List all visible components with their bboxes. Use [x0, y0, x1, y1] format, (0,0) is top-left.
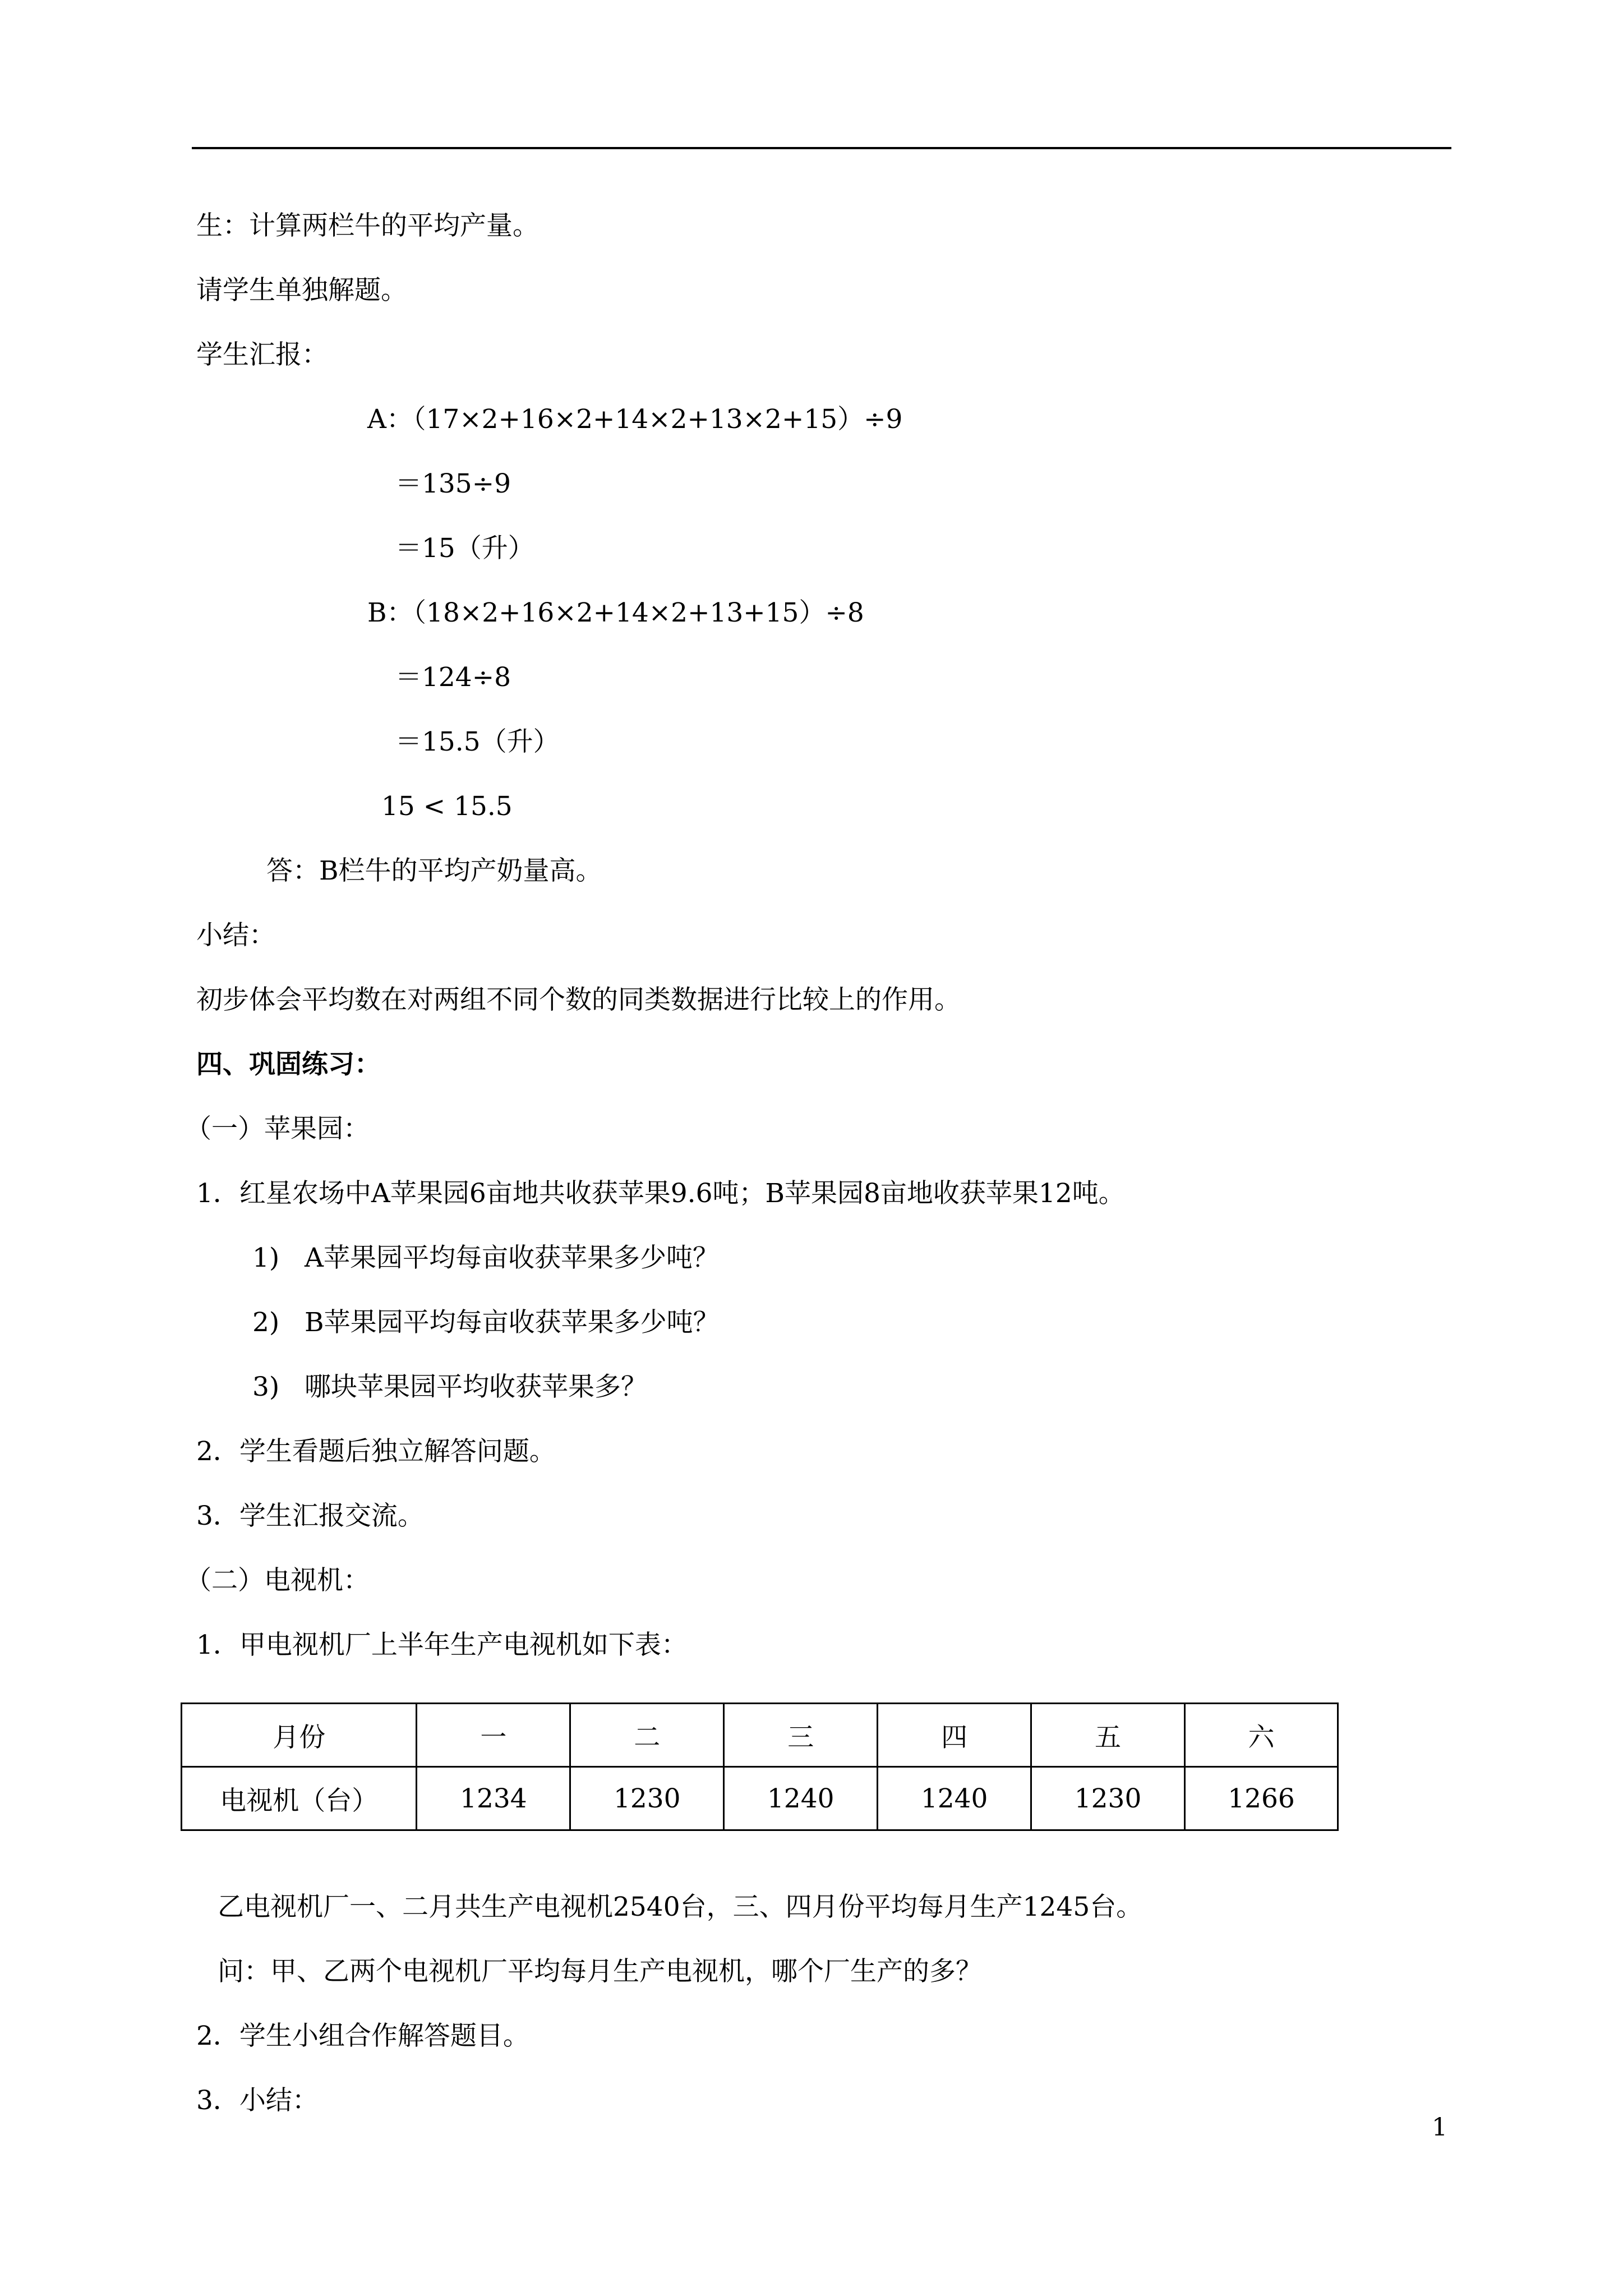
table-cell: 电视机（台）	[182, 1767, 417, 1830]
formula-a-step-1: ＝135÷9	[395, 468, 511, 499]
table-header-row	[182, 1704, 1338, 1767]
subsection-apple: （一）苹果园：	[185, 1114, 370, 1144]
table-header-cell: 三	[724, 1704, 878, 1767]
tv-question-2: 2．学生小组合作解答题目。	[196, 2021, 529, 2051]
comparison: 15 < 15.5	[381, 791, 513, 822]
table-cell: 1230	[570, 1767, 724, 1830]
formula-b: B：（18×2+16×2+14×2+13+15）÷8	[367, 597, 864, 628]
question-1-part-3: 3) 哪块苹果园平均收获苹果多？	[252, 1372, 648, 1402]
question-1: 1．红星农场中A苹果园6亩地共收获苹果9.6吨；B苹果园8亩地收获苹果12吨。	[196, 1178, 1125, 1209]
tv-question-3: 3．小结：	[196, 2085, 319, 2116]
formula-b-step-2: ＝15.5（升）	[395, 726, 560, 757]
table-header-cell: 一	[417, 1704, 570, 1767]
tv-question-1: 1．甲电视机厂上半年生产电视机如下表：	[196, 1630, 688, 1660]
table-cell: 1240	[724, 1767, 878, 1830]
summary-text: 初步体会平均数在对两组不同个数的同类数据进行比较上的作用。	[196, 984, 961, 1015]
table-cell: 1240	[878, 1767, 1031, 1830]
question-1-part-2: 2) B苹果园平均每亩收获苹果多少吨？	[252, 1307, 720, 1338]
question-2: 2．学生看题后独立解答问题。	[196, 1436, 556, 1467]
table-cell: 1234	[417, 1767, 570, 1830]
table-header-cell: 二	[570, 1704, 724, 1767]
answer-line: 答：B栏牛的平均产奶量高。	[266, 855, 602, 886]
tv-production-table	[181, 1703, 1339, 1831]
section-heading: 四、巩固练习：	[196, 1049, 381, 1080]
header-rule	[192, 147, 1451, 149]
table-row	[182, 1767, 1338, 1830]
text-line-report: 学生汇报：	[196, 339, 328, 370]
tv-note: 乙电视机厂一、二月共生产电视机2540台，三、四月份平均每月生产1245台。	[218, 1892, 1143, 1922]
text-line-student-calc: 生：计算两栏牛的平均产量。	[196, 210, 539, 241]
page-number: 1	[1432, 2113, 1447, 2142]
table-header-cell: 五	[1031, 1704, 1185, 1767]
formula-a-step-2: ＝15（升）	[395, 533, 534, 564]
table-header-cell: 六	[1185, 1704, 1338, 1767]
subsection-tv: （二）电视机：	[185, 1565, 370, 1596]
formula-b-step-1: ＝124÷8	[395, 662, 511, 693]
text-line-solve-alone: 请学生单独解题。	[196, 275, 407, 306]
table-cell: 1266	[1185, 1767, 1338, 1830]
summary-label: 小结：	[196, 920, 275, 951]
table-cell: 1230	[1031, 1767, 1185, 1830]
tv-question: 问：甲、乙两个电视机厂平均每月生产电视机，哪个厂生产的多？	[218, 1956, 982, 1987]
question-1-part-1: 1) A苹果园平均每亩收获苹果多少吨？	[252, 1243, 720, 1273]
formula-a: A：（17×2+16×2+14×2+13×2+15）÷9	[367, 404, 903, 435]
table-header-cell: 月份	[182, 1704, 417, 1767]
question-3: 3．学生汇报交流。	[196, 1501, 424, 1531]
table-header-cell: 四	[878, 1704, 1031, 1767]
